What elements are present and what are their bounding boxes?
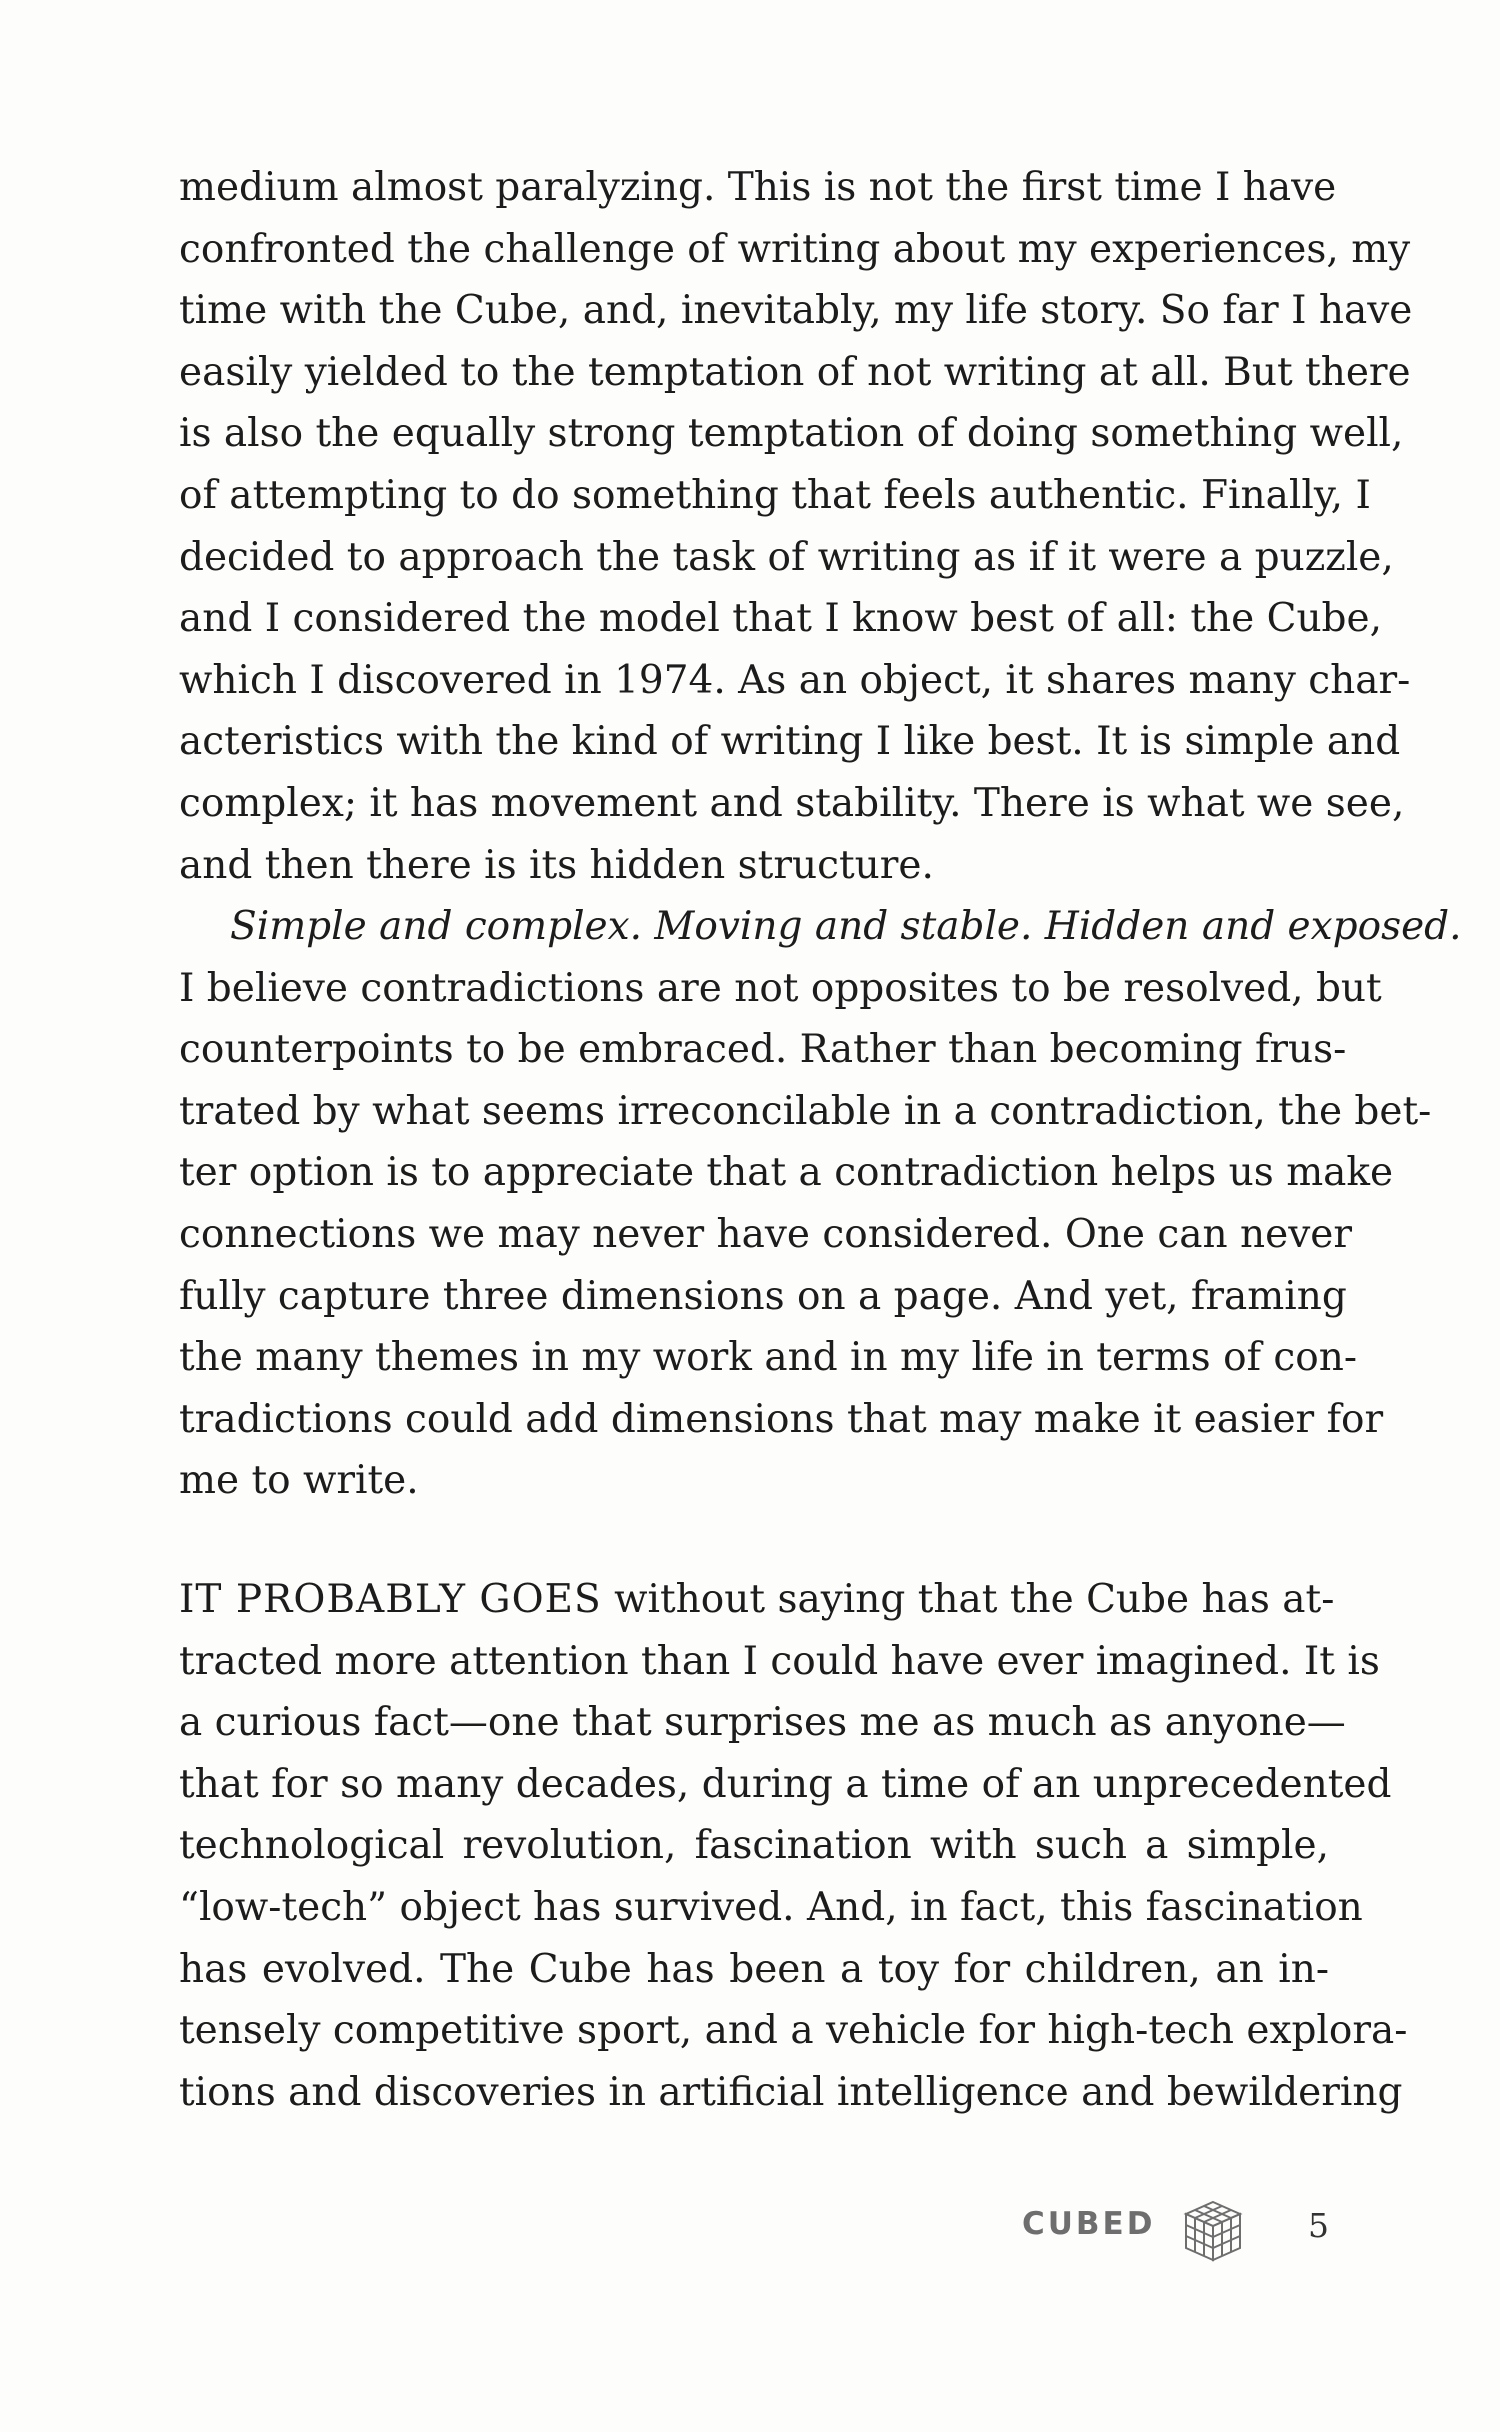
- section-lead-in: IT PROBABLY GOES: [179, 1577, 602, 1622]
- text-line: acteristics with the kind of writing I like best. It is simple and: [179, 719, 1401, 765]
- text-line: is also the equally strong temptation of doing something well,: [179, 411, 1404, 457]
- text-line: easily yielded to the temptation of not writing at all. But there: [179, 349, 1411, 395]
- text-line: the many themes in my work and in my life in terms of con-: [179, 1335, 1358, 1381]
- text-line: tradictions could add dimensions that may make it easier for: [179, 1396, 1384, 1442]
- paragraph-1: [179, 157, 1413, 896]
- running-head: CUBED: [1022, 2206, 1156, 2242]
- first-line-rest: without saying that the Cube has at-: [601, 1577, 1335, 1622]
- paragraph-3: [179, 1569, 1408, 2123]
- text-line: tions and discoveries in artificial intelligence and bewildering: [179, 2069, 1403, 2115]
- text-line: decided to approach the task of writing as if it were a puzzle,: [179, 534, 1394, 580]
- text-line: trated by what seems irreconcilable in a contradiction, the bet-: [179, 1088, 1432, 1134]
- page-footer: [0, 2198, 1500, 2258]
- italic-lead-line: Simple and complex. Moving and stable. Hidden and exposed.: [230, 904, 1462, 949]
- text-line: complex; it has movement and stability. There is what we see,: [179, 780, 1405, 826]
- text-line: of attempting to do something that feels authentic. Finally, I: [179, 472, 1371, 518]
- text-line: connections we may never have considered. One can never: [179, 1211, 1352, 1257]
- text-line: tensely competitive sport, and a vehicle for high-tech explora-: [179, 2008, 1408, 2054]
- text-line: a curious fact—one that surprises me as much as anyone—: [179, 1700, 1346, 1746]
- text-line: me to write.: [179, 1458, 419, 1504]
- rubiks-cube-icon: [1180, 2198, 1246, 2264]
- text-line: I believe contradictions are not opposites to be resolved, but: [179, 965, 1382, 1011]
- text-line: medium almost paralyzing. This is not the first time I have: [179, 165, 1337, 210]
- text-line: and then there is its hidden structure.: [179, 842, 934, 888]
- text-line: which I discovered in 1974. As an object, it shares many char-: [179, 657, 1411, 703]
- paragraph-2: [179, 896, 1462, 1512]
- text-line: counterpoints to be embraced. Rather than becoming frus-: [179, 1027, 1347, 1073]
- text-line: “low-tech” object has survived. And, in fact, this fascination: [179, 1884, 1363, 1930]
- text-line: time with the Cube, and, inevitably, my life story. So far I have: [179, 288, 1413, 334]
- text-line: [179, 1569, 1335, 1631]
- text-line: and I considered the model that I know best of all: the Cube,: [179, 596, 1383, 642]
- text-line: tracted more attention than I could have ever imagined. It is: [179, 1638, 1380, 1684]
- text-line: that for so many decades, during a time of an unprecedented: [179, 1761, 1392, 1807]
- text-line: confronted the challenge of writing about my experiences, my: [179, 226, 1411, 272]
- text-line: fully capture three dimensions on a page. And yet, framing: [179, 1273, 1347, 1319]
- text-line: has evolved. The Cube has been a toy for children, an in-: [179, 1946, 1329, 1992]
- text-line: ter option is to appreciate that a contradiction helps us make: [179, 1150, 1394, 1196]
- text-line: technological revolution, fascination with such a simple,: [179, 1823, 1329, 1869]
- page-number: 5: [1308, 2206, 1329, 2245]
